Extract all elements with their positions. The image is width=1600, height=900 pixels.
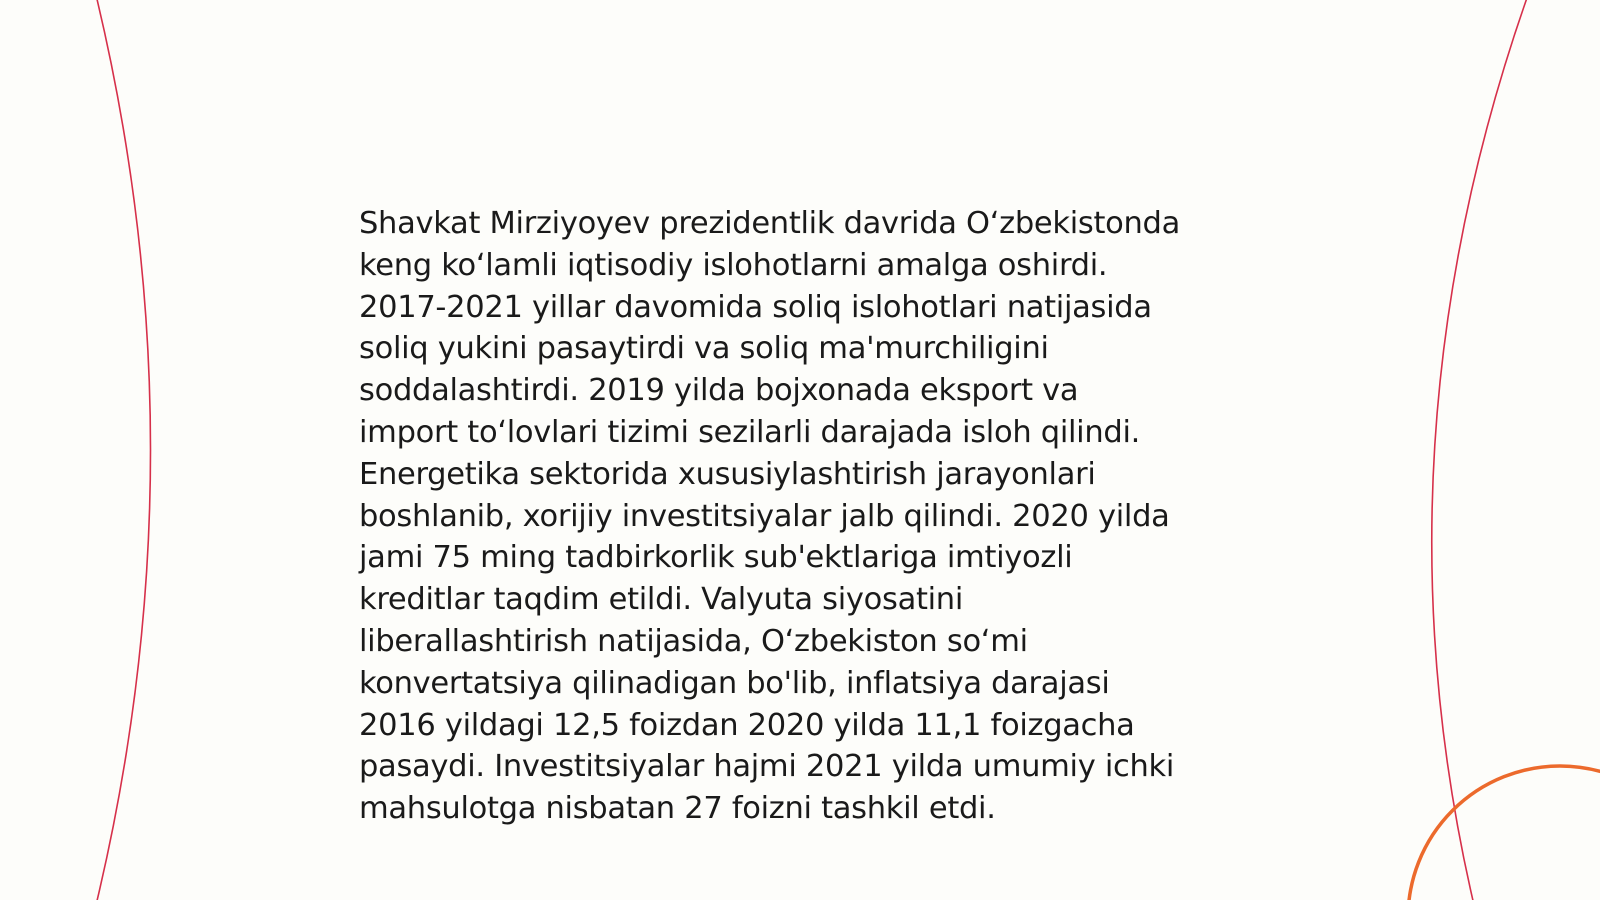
- slide-body-text: Shavkat Mirziyoyev prezidentlik davrida O‘zbekistonda keng ko‘lamli iqtisodiy islohotlarni amalga oshirdi. 2017-2021 yillar davomida soliq islohotlari natijasida soliq yukini pasaytirdi va soliq ma'murchiligini soddalashtirdi. 2019 yilda bojxonada eksport va import to‘lovlari tizimi sezilarli darajada isloh qilindi. Energetika sektorida xususiylashtirish jarayonlari boshlanib, xorijiy investitsiyalar jalb qilindi. 2020 yilda jami 75 ming tadbirkorlik sub'ektlariga imtiyozli kreditlar taqdim etildi. Valyuta siyosatini liberallashtirish natijasida, O‘zbekiston so‘mi konvertatsiya qilinadigan bo'lib, inflatsiya darajasi 2016 yildagi 12,5 foizdan 2020 yilda 11,1 foizgacha pasaydi. Investitsiyalar hajmi 2021 yilda umumiy ichki mahsulotga nisbatan 27 foizni tashkil etdi.: [359, 206, 1181, 827]
- right-curve-line: [1432, 0, 1528, 900]
- left-curve-line: [96, 0, 151, 900]
- orange-accent-arc: [1408, 766, 1600, 900]
